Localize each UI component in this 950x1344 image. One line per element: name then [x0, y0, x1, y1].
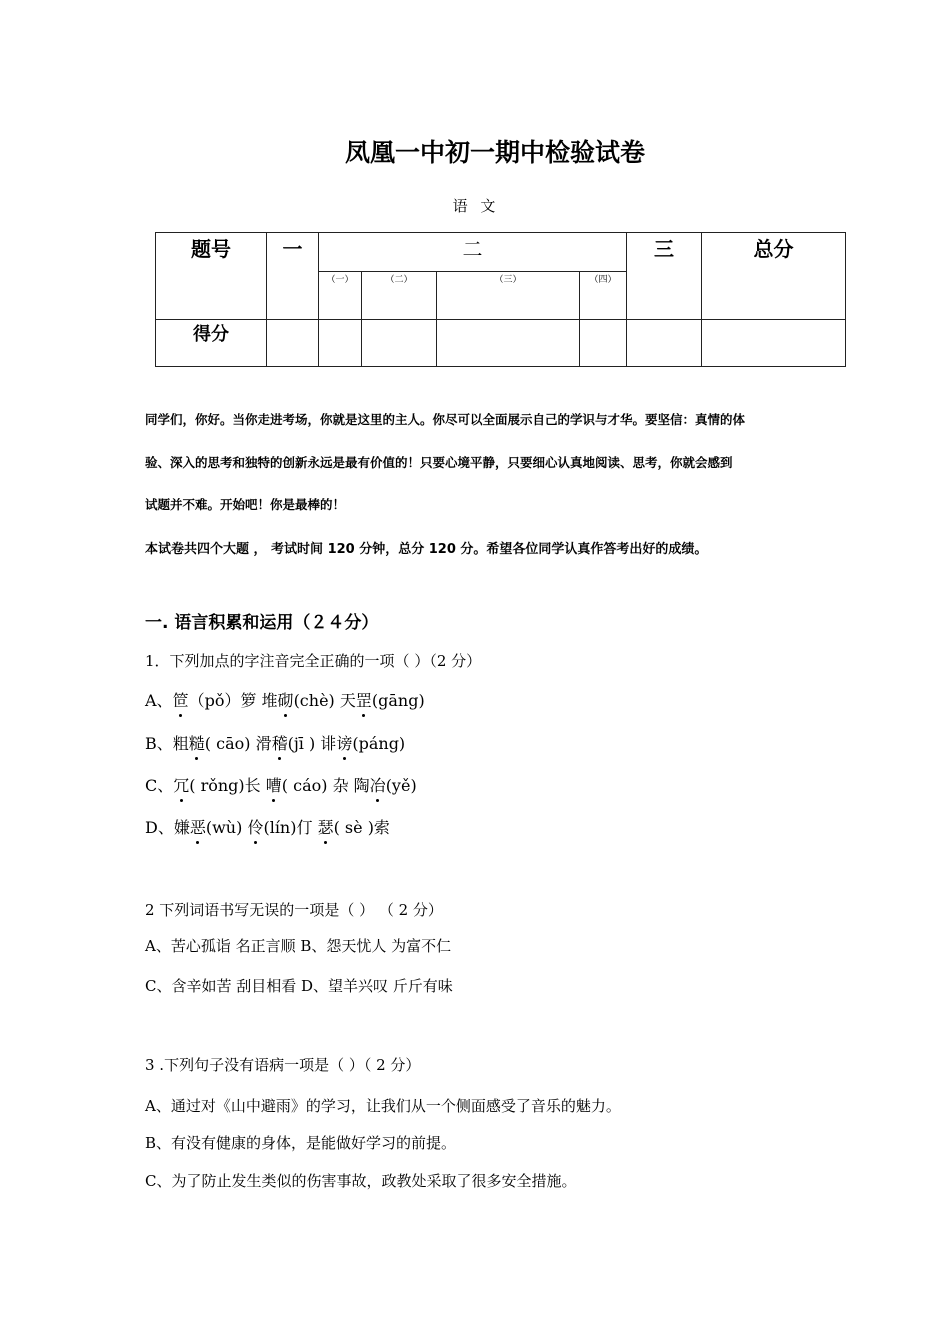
score-table	[155, 232, 846, 367]
option-a: A、笸（pǒ）箩 堆砌(chè) 天罡(gāng)	[145, 688, 425, 711]
subpart-header: （一）	[319, 272, 362, 320]
option-d: D、嫌恶(wù) 伶(lín)仃 瑟( sè )索	[145, 815, 390, 838]
option-b: B、粗糙( cāo) 滑稽(jī ) 诽谤(páng)	[145, 731, 405, 754]
subject-label: 语 文	[452, 197, 500, 215]
subpart-header: （二）	[362, 272, 437, 320]
option-line: C、含辛如苦 刮目相看 D、望羊兴叹 斤斤有味	[145, 977, 453, 995]
question-stem: 1．下列加点的字注音完全正确的一项（ ）（2 分）	[145, 652, 482, 670]
option-a: A、通过对《山中避雨》的学习，让我们从一个侧面感受了音乐的魅力。	[145, 1097, 621, 1115]
exam-info-line: 本试卷共四个大题 ， 考试时间 120 分钟，总分 120 分。希望各位同学认真作答考出好的成绩。	[145, 542, 708, 557]
score-cell[interactable]	[627, 320, 702, 367]
option-line: A、苦心孤诣 名正言顺 B、怨天忧人 为富不仁	[145, 937, 452, 955]
score-label-cell: 得分	[156, 320, 267, 367]
option-b: B、有没有健康的身体，是能做好学习的前提。	[145, 1134, 457, 1152]
header-label-cell: 题号	[156, 233, 267, 320]
score-cell[interactable]	[319, 320, 362, 367]
part3-header: 三	[627, 233, 702, 320]
subpart-header: （三）	[437, 272, 580, 320]
score-cell[interactable]	[362, 320, 437, 367]
part1-header: 一	[267, 233, 319, 320]
score-cell[interactable]	[702, 320, 846, 367]
score-cell[interactable]	[267, 320, 319, 367]
option-c: C、为了防止发生类似的伤害事故，政教处采取了很多安全措施。	[145, 1172, 577, 1190]
score-cell[interactable]	[580, 320, 627, 367]
page-title: 凤凰一中初一期中检验试卷	[344, 138, 645, 167]
total-header: 总分	[702, 233, 846, 320]
option-c: C、冗( rǒng)长 嘈( cáo) 杂 陶冶(yě)	[145, 773, 417, 796]
intro-line: 验、深入的思考和独特的创新永远是最有价值的！只要心境平静，只要细心认真地阅读、思考，你就会感到	[145, 455, 733, 470]
intro-line: 试题并不难。开始吧！你是最棒的！	[145, 497, 346, 512]
section-heading: 一. 语言积累和运用（２４分）	[145, 613, 379, 633]
part2-header: 二	[319, 233, 627, 272]
subpart-header: （四）	[580, 272, 627, 320]
question-stem: 3 .下列句子没有语病一项是（ ）（ 2 分）	[145, 1056, 421, 1074]
intro-line: 同学们，你好。当你走进考场，你就是这里的主人。你尽可以全面展示自己的学识与才华。要坚信：真情的体	[145, 412, 746, 427]
question-stem: 2 下列词语书写无误的一项是（ ） （ 2 分）	[145, 901, 443, 919]
score-cell[interactable]	[437, 320, 580, 367]
